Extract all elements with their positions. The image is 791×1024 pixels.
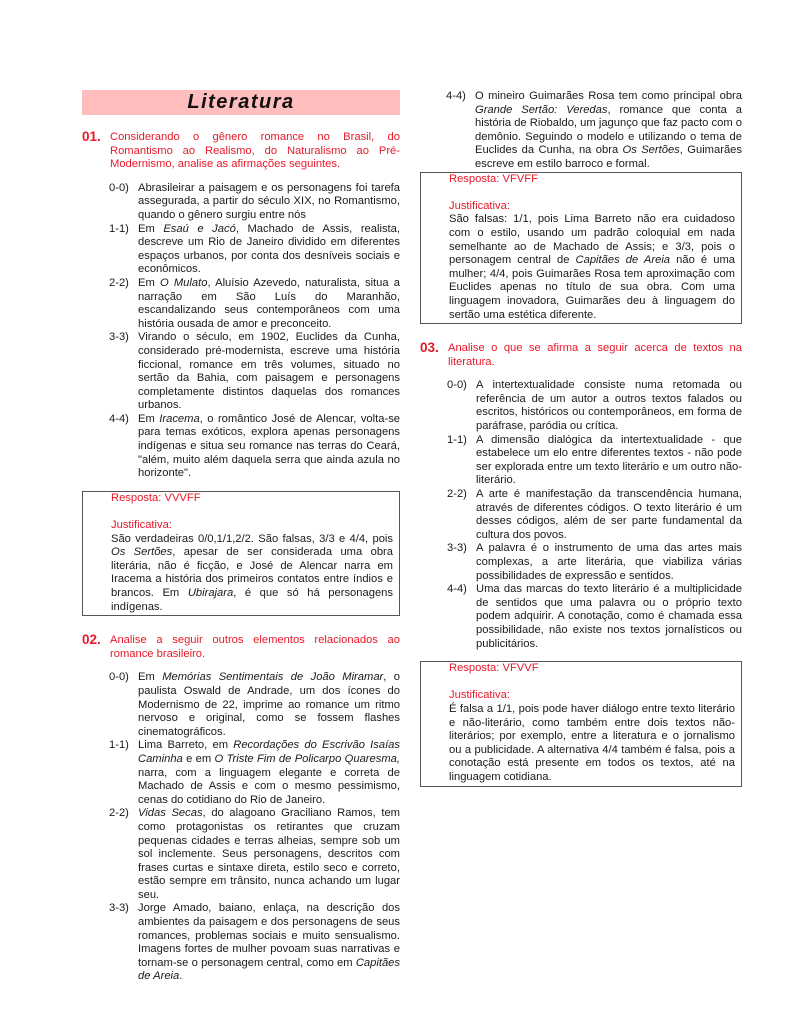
statement-item [83, 277, 400, 331]
justification-text [111, 533, 393, 615]
question-prompt: Analise a seguir outros elementos relacionados ao romance brasileiro. [110, 634, 400, 660]
text-run: narra, com a linguagem elegante e correta de Machado de Assis e com o mesmo pessimismo, cenas do cotidiano do Rio de Janeiro. [138, 766, 400, 806]
item-list [110, 671, 400, 984]
item-list [448, 379, 742, 651]
question-prompt: Analise o que se afirma a seguir acerca de textos na literatura. [448, 342, 742, 368]
text-run: , Guimarães escreve em estilo barroco e formal. [475, 144, 742, 170]
text-run: Em [138, 412, 160, 425]
text-run: A palavra é o instrumento de uma das artes mais complexas, a arte literária, que viabiliza várias possibilidades de expressão e sentidos. [476, 542, 742, 582]
question-prompt: Considerando o gênero romance no Brasil, do Romantismo ao Realismo, do Naturalismo ao Pré-Modernismo, analise as afirmações seguintes. [110, 131, 400, 171]
italic-title: Iracema [159, 412, 200, 425]
answer-label: Resposta: VVVFF [111, 491, 201, 504]
text-run: . [179, 970, 183, 983]
italic-title: Capitães de Areia [575, 254, 671, 267]
answer-label: Resposta: VFVFF [449, 172, 538, 185]
answer-box-01 [82, 491, 400, 616]
text-run: , Aluísio Azevedo, naturalista, situa a narração em São Luís do Maranhão, escandalizando seus contemporâneos com uma história ousada de amor e preconceito. [138, 276, 401, 330]
text-run: São falsas: 1/1, pois Lima Barreto não era cuidadoso com o estilo, usando um padrão coloquial em nada semelhante ao de Machado de Assis; e 3/3, pois o personagem central de [449, 213, 735, 267]
italic-title: Grande Sertão: Veredas [475, 103, 608, 116]
statement-item [83, 413, 400, 481]
statement-label: 4-4) [447, 583, 467, 596]
answer-label: Resposta: VFVVF [449, 662, 539, 675]
italic-title: O Mulato [159, 276, 208, 289]
text-run: , apesar de ser considerada uma obra literária, não é ficção, e José de Alencar narra em Iracema a história dos primeiros contatos entre índios e brancos. Em [111, 546, 393, 599]
statement-label: 2-2) [447, 488, 467, 501]
statement-label: 4-4) [446, 90, 466, 102]
text-run: O mineiro Guimarães Rosa tem como principal obra [475, 90, 742, 102]
right-column [420, 90, 742, 805]
statement-label: 3-3) [109, 331, 129, 344]
text-run: Lima Barreto, em [138, 739, 234, 752]
text-run: e em [182, 752, 215, 765]
question-number: 02. [82, 632, 101, 648]
statement-label: 1-1) [109, 222, 129, 235]
statement-label: 0-0) [447, 379, 467, 392]
text-run: não é uma mulher; 4/4, pois Guimarães Rosa tem aproximação com Euclides apenas no título de sua obra. Com uma linguagem inovadora, Guimarães deu à linguagem do sertão uma estética diferente. [449, 254, 735, 321]
answer-box-02 [420, 172, 742, 325]
statement-label: 3-3) [109, 902, 129, 915]
statement-item [83, 331, 400, 413]
statement-label: 2-2) [109, 807, 129, 820]
statement-label: 3-3) [447, 542, 467, 555]
statement-item [421, 488, 742, 542]
italic-title: Recordações do Escrivão Isaías Caminha [138, 739, 400, 765]
item-list [110, 182, 400, 481]
page-title: Literatura [82, 90, 400, 115]
statement-label: 2-2) [109, 276, 129, 289]
statement-item [421, 542, 742, 583]
question-number: 03. [420, 340, 439, 356]
text-run: Em [138, 276, 160, 289]
italic-title: Vidas Secas [138, 807, 203, 820]
statement-item [420, 90, 742, 172]
justification-label: Justificativa: [449, 689, 510, 702]
text-run: A dimensão dialógica da intertextualidade - que estabelece um elo entre diferentes textos - não pode ser explorada entre um texto literário e um outro não-literário. [476, 433, 742, 487]
question-01 [82, 131, 400, 481]
justification-text [449, 213, 735, 322]
text-run: , o paulista Oswald de Andrade, um dos ícones do Modernismo de 22, imprime ao romance um ritmo nervoso e original, como se fossem flashes cinematográficos. [138, 671, 401, 738]
text-run: Em [138, 222, 164, 235]
statement-label: 1-1) [109, 739, 129, 752]
justification-text [449, 703, 735, 785]
text-run: A arte é manifestação da transcendência humana, através de diferentes códigos. O texto literário é um desses códigos, além de ser parte fundamental da cultura dos povos. [476, 488, 742, 541]
italic-title: O Triste Fim de Policarpo Quaresma, [214, 752, 400, 765]
text-run: É falsa a 1/1, pois pode haver diálogo entre texto literário e não-literário, como também entre dois textos não-literários; por exemplo, entre a literatura e o jornalismo ou a publicidade. A alternativa 4/4 também é falsa, pois a conotação está presente em todos os textos, até na linguagem cotidiana. [449, 702, 735, 783]
italic-title: Memórias Sentimentais de João Miramar [162, 671, 384, 684]
statement-item [83, 671, 400, 739]
italic-title: Esaú e Jacó [163, 222, 236, 235]
text-run: , Machado de Assis, realista, descreve um Rio de Janeiro dividido em diferentes espaços urbanos, por conta dos desníveis sociais e econômicos. [138, 222, 400, 276]
justification-label: Justificativa: [111, 519, 172, 532]
statement-item [421, 583, 742, 651]
statement-label: 0-0) [109, 671, 129, 684]
text-run: , o romântico José de Alencar, volta-se para temas exóticos, explora apenas personagens indígenas e situa seu romance nas terras do Ceará, "além, muito além daquela serra que ainda azula no horizonte". [138, 412, 401, 480]
text-run: Uma das marcas do texto literário é a multiplicidade de sentidos que uma palavra ou o próprio texto podem adquirir. A conotação, como é chamada essa possibilidade, não existe nos textos jornalísticos ou publicitários. [476, 583, 742, 650]
italic-title: Os Sertões [622, 144, 680, 157]
text-run: Jorge Amado, baiano, enlaça, na descrição dos ambientes da paisagem e dos personagens de seus romances, problemas sociais e muito sensualismo. Imagens fortes de mulher povoam suas narrativas e tornam-se o personagem central, como em [138, 902, 400, 969]
text-run: Abrasileirar a paisagem e os personagens foi tarefa assegurada, a partir do século XIX, no Romantismo, quando o gênero surgiu entre nós [138, 181, 400, 221]
text-run: A intertextualidade consiste numa retomada ou referência de um autor a outros textos falados ou escritos, históricos ou contemporâneos, em forma de paráfrase, paródia ou crítica. [476, 379, 742, 433]
statement-label: 1-1) [447, 433, 467, 446]
text-run: , do alagoano Graciliano Ramos, tem como protagonistas os retirantes que cruzam pequenas cidades e terras alheias, sempre sob um sol inclemente. Seus personagens, descritos com frases curtas e sintaxe direta, estilo seco e correto, estão sempre em trânsito, nunca achando um lugar seu. [138, 807, 400, 901]
justification-label: Justificativa: [449, 199, 510, 212]
text-run: São verdadeiras 0/0,1/1,2/2. São falsas, 3/3 e 4/4, pois [111, 532, 393, 545]
question-number: 01. [82, 129, 101, 144]
question-02 [82, 634, 400, 984]
statement-label: 4-4) [109, 412, 129, 425]
text-run: , é que só há personagens indígenas. [111, 587, 393, 613]
left-column [82, 90, 400, 994]
statement-item [83, 902, 400, 984]
text-run: , romance que conta a história de Riobaldo, um jagunço que faz pacto com o demônio. Seguindo o modelo e utilizando o tema de Euclides da Cunha, na obra [475, 103, 743, 157]
italic-title: Os Sertões [111, 546, 173, 559]
statement-item [421, 379, 742, 433]
statement-item [421, 434, 742, 488]
statement-item [83, 807, 400, 902]
statement-item [83, 182, 400, 223]
answer-box-03 [420, 661, 742, 786]
question-03 [420, 342, 742, 651]
text-run: Virando o século, em 1902, Euclides da Cunha, considerado pré-modernista, escreve uma história ficcional, romance em três volumes, situado no sertão da Bahia, com paisagem e personagens completamente distintos daquelas dos romances urbanos. [138, 331, 400, 412]
statement-label: 0-0) [109, 181, 129, 194]
italic-title: Capitães de Areia [138, 956, 400, 983]
text-run: Em [138, 671, 163, 684]
italic-title: Ubirajara [187, 587, 234, 599]
item-list-continued [420, 90, 742, 172]
statement-item [83, 739, 400, 807]
statement-item [83, 223, 400, 277]
